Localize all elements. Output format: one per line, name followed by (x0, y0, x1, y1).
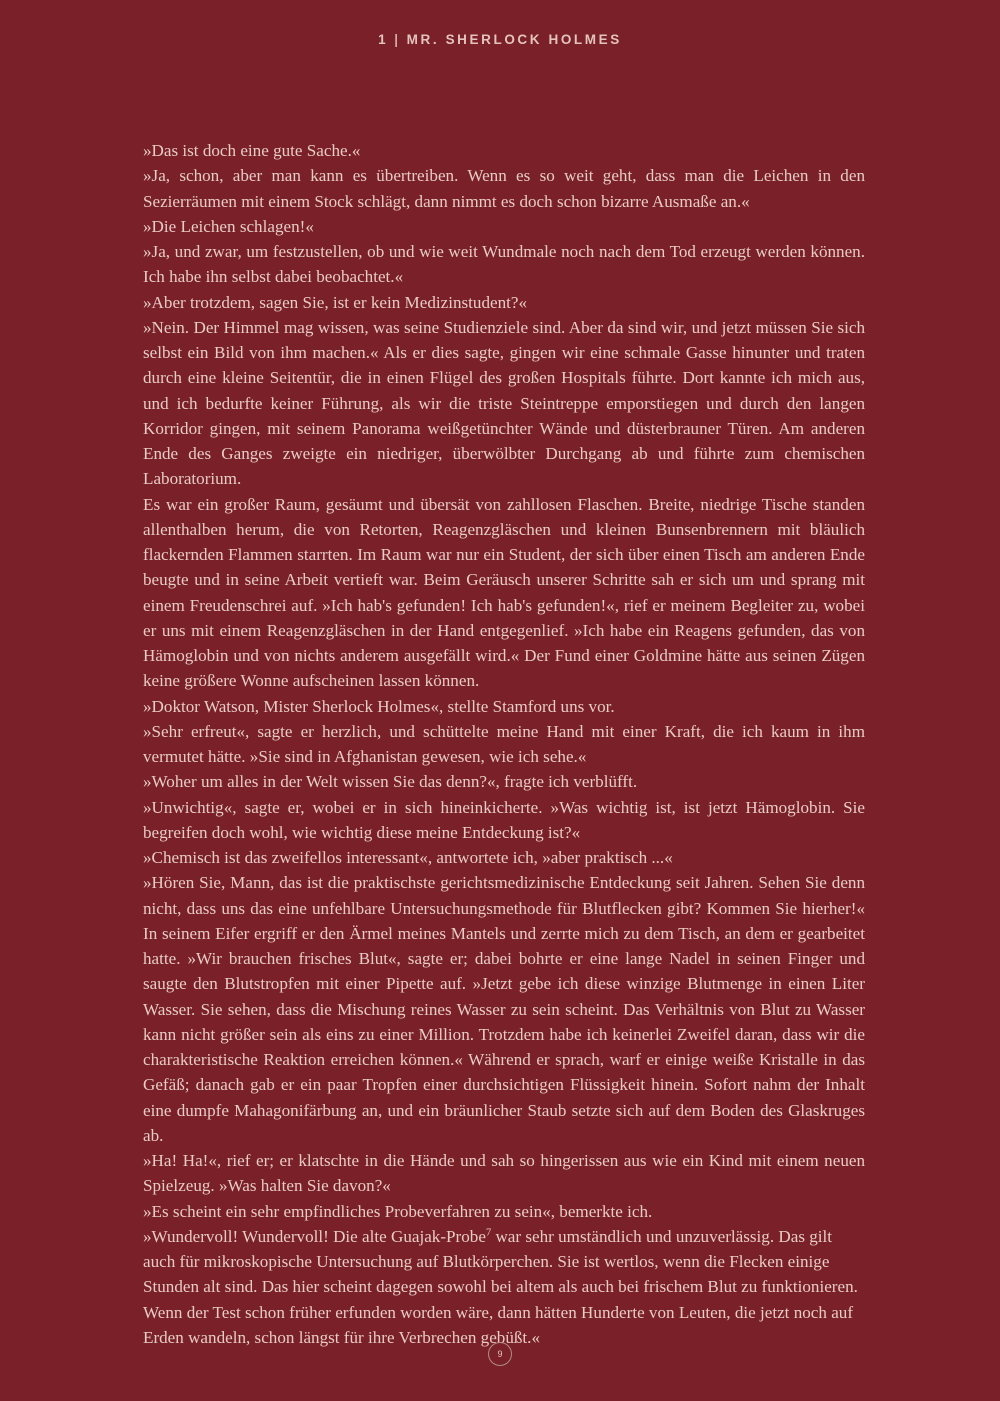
page-number: 9 (488, 1342, 512, 1366)
paragraph: »Aber trotzdem, sagen Sie, ist er kein Medizinstudent?« (143, 292, 528, 312)
paragraph: »Sehr erfreut«, sagte er herzlich, und schüttelte meine Hand mit einer Kraft, die ich kaum in ihm vermutet hätte. »Sie sind in Afghanistan gewesen, wie ich sehe.« (143, 721, 865, 766)
chapter-number: 1 (378, 32, 389, 47)
paragraph: »Ja, und zwar, um festzustellen, ob und wie weit Wundmale noch nach dem Tod erzeugt werden können. Ich habe ihn selbst dabei beobachtet.« (143, 242, 865, 287)
paragraph: »Chemisch ist das zweifellos interessant«, antwortete ich, »aber praktisch ...« (143, 848, 673, 867)
paragraph: »Es scheint ein sehr empfindliches Probeverfahren zu sein«, bemerkte ich. (143, 1201, 653, 1221)
body-text (143, 138, 865, 1350)
page-folio (0, 1342, 1000, 1366)
footnote-marker: 7 (485, 1227, 492, 1239)
paragraph: »Ha! Ha!«, rief er; er klatschte in die Hände und sah so hingerissen aus wie ein Kind mit einem neuen Spielzeug. »Was halten Sie davon?« (143, 1151, 865, 1196)
paragraph: »Woher um alles in der Welt wissen Sie das denn?«, fragte ich verblüfft. (143, 772, 638, 792)
paragraph: »Das ist doch eine gute Sache.« (143, 141, 361, 160)
paragraph: »Unwichtig«, sagte er, wobei er in sich hineinkicherte. »Was wichtig ist, ist jetzt Hämoglobin. Sie begreifen doch wohl, wie wichtig diese meine Entdeckung ist?« (143, 797, 865, 842)
paragraph-with-footnote (143, 1224, 865, 1350)
footnote-paragraph-text-after: war sehr umständlich und unzuverlässig. Das gilt auch für mikroskopische Untersuchung auf Blutkörperchen. Sie ist wertlos, wenn die Flecken einige Stunden alt sind. Das hier scheint dagegen sowohl bei altem als auch bei frischem Blut zu funktionieren. Wenn der Test schon früher erfunden worden wäre, dann hätten Hunderte von Leuten, die jetzt noch auf Erden wandeln, schon längst für ihre Verbrechen gebüßt.« (143, 1226, 858, 1347)
paragraph: »Nein. Der Himmel mag wissen, was seine Studienziele sind. Aber da sind wir, und jetzt müssen Sie sich selbst ein Bild von ihm machen.« Als er dies sagte, gingen wir eine schmale Gasse hinunter und traten durch eine kleine Seitentür, die in einen Flügel des großen Hospitals führte. Dort kannte ich mich aus, und ich bedurfte keiner Führung, als wir die triste Steintreppe emporstiegen und durch den langen Korridor gingen, mit seinem Panorama weißgetünchter Wände und düsterbrauner Türen. Am anderen Ende des Ganges zweigte ein niedriger, überwölbter Durchgang ab und führte zum chemischen Laboratorium. (143, 317, 865, 489)
chapter-title: MR. SHERLOCK HOLMES (406, 32, 622, 47)
paragraph: »Hören Sie, Mann, das ist die praktischste gerichtsmedizinische Entdeckung seit Jahren. Sehen Sie denn nicht, dass uns das eine unfehlbare Untersuchungsmethode für Blutflecken gibt? Kommen Sie hierher!« In seinem Eifer ergriff er den Ärmel meines Mantels und zerrte mich zu dem Tisch, an dem er gearbeitet hatte. »Wir brauchen frisches Blut«, sagte er; dabei bohrte er eine lange Nadel in seinen Finger und saugte den Blutstropfen mit einer Pipette auf. »Jetzt gebe ich diese winzige Blutmenge in einen Liter Wasser. Sie sehen, dass die Mischung reines Wasser zu sein scheint. Das Verhältnis von Blut zu Wasser kann nicht größer sein als eins zu einer Million. Trotzdem habe ich keinerlei Zweifel daran, dass wir die charakteristische Reaktion erreichen können.« Während er sprach, warf er einige weiße Kristalle in das Gefäß; danach gab er ein paar Tropfen einer durchsichtigen Flüssigkeit hinein. Sofort nahm der Inhalt eine dumpfe Mahagonifärbung an, und ein bräunlicher Staub setzte sich auf dem Boden des Glaskruges ab. (143, 873, 865, 1145)
running-head (0, 32, 1000, 47)
paragraph: »Ja, schon, aber man kann es übertreiben. Wenn es so weit geht, dass man die Leichen in den Sezierräumen mit einem Stock schlägt, dann nimmt es doch schon bizarre Ausmaße an.« (143, 166, 865, 211)
footnote-paragraph-text-before: »Wundervoll! Wundervoll! Die alte Guajak-Probe (143, 1226, 486, 1246)
paragraph: »Die Leichen schlagen!« (143, 216, 314, 236)
paragraph: »Doktor Watson, Mister Sherlock Holmes«, stellte Stamford uns vor. (143, 696, 615, 716)
paragraph: Es war ein großer Raum, gesäumt und übersät von zahllosen Flaschen. Breite, niedrige Tische standen allenthalben herum, die von Retorten, Reagenzgläschen und kleinen Bunsenbrennern mit bläulich flackernden Flammen starrten. Im Raum war nur ein Student, der sich über einen Tisch am anderen Ende beugte und in seine Arbeit vertieft war. Beim Geräusch unserer Schritte sah er sich um und sprang mit einem Freudenschrei auf. »Ich hab's gefunden! Ich hab's gefunden!«, rief er meinem Begleiter zu, wobei er uns mit einem Reagenzgläschen in der Hand entgegenlief. »Ich habe ein Reagens gefunden, das von Hämoglobin und von nichts anderem ausgefällt wird.« Der Fund einer Goldmine hätte aus seinen Zügen keine größere Wonne aufscheinen lassen können. (143, 494, 865, 691)
running-head-separator: | (394, 32, 401, 47)
